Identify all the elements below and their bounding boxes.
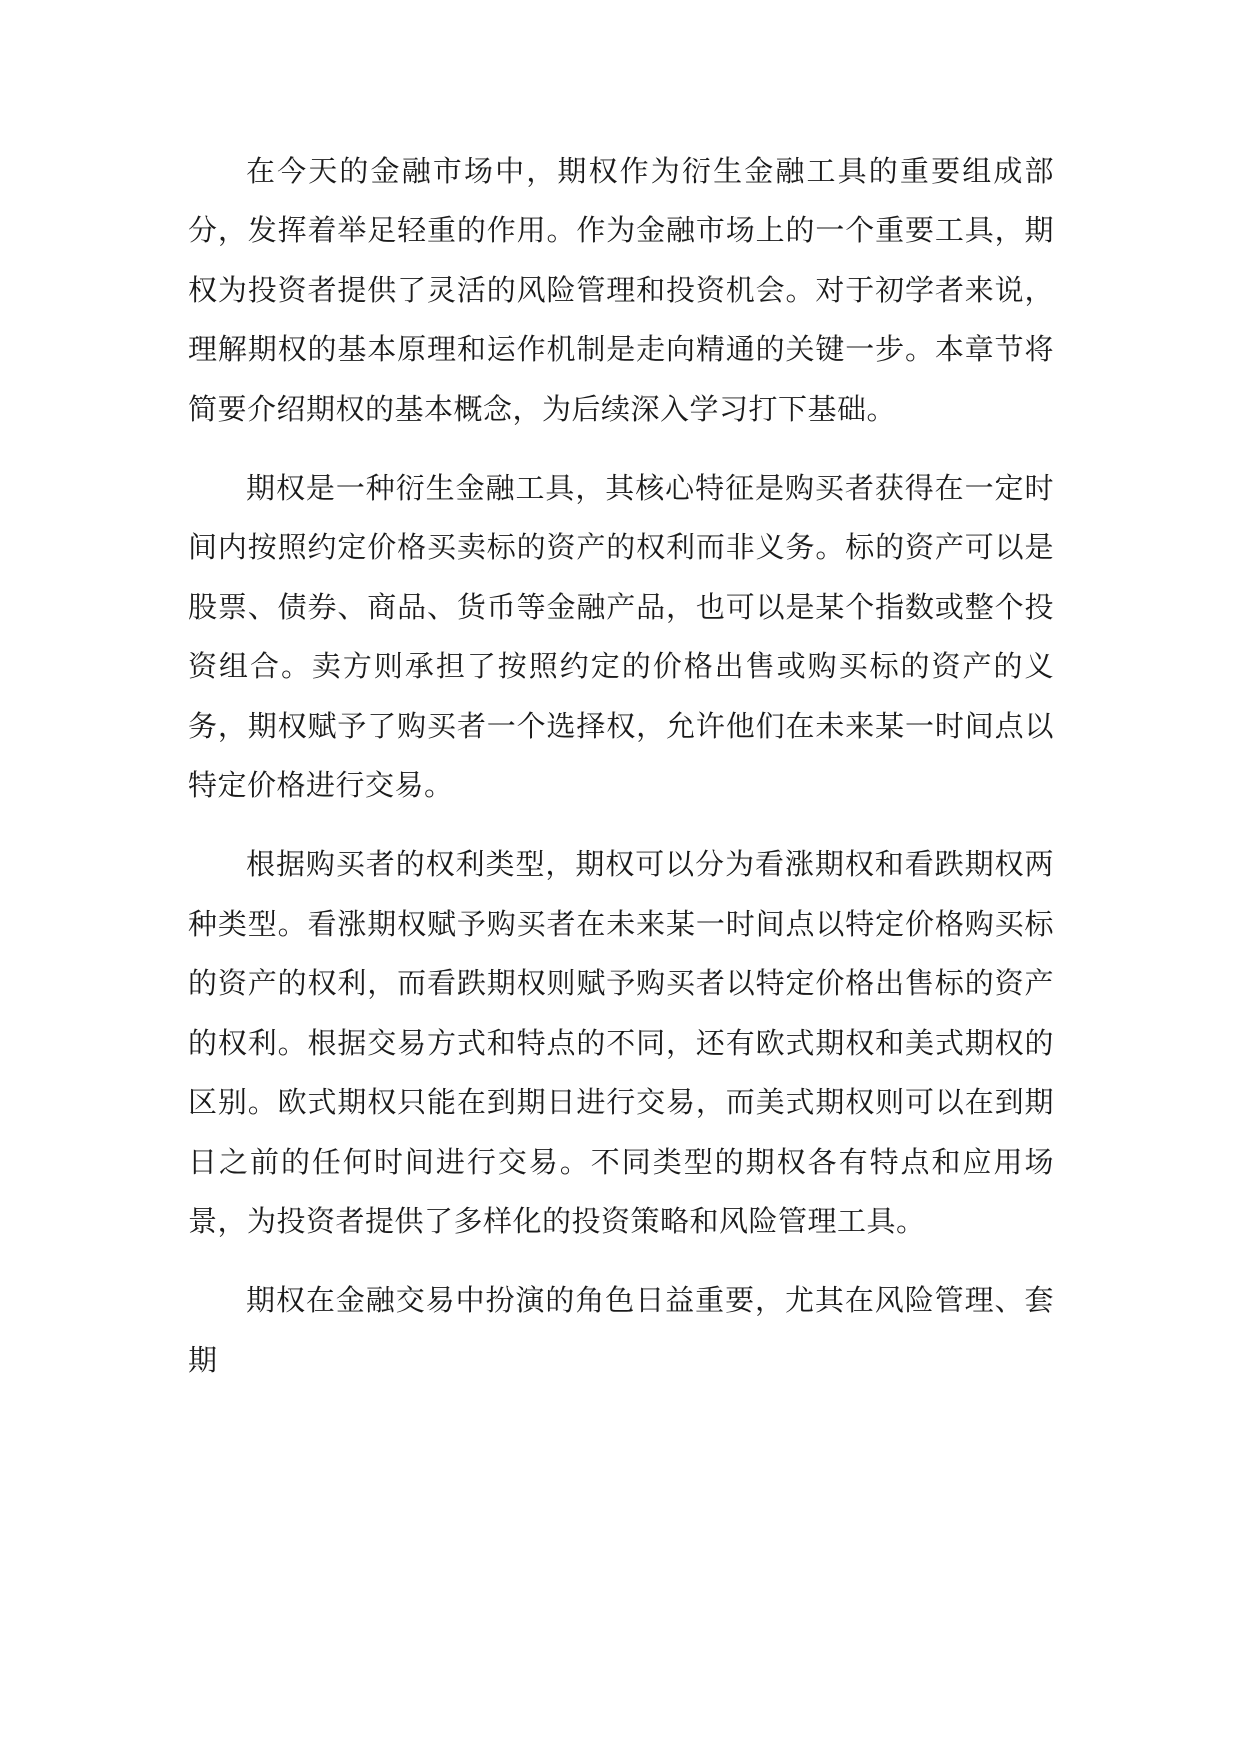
- paragraph-types: 根据购买者的权利类型，期权可以分为看涨期权和看跌期权两种类型。看涨期权赋予购买者在未来某一时间点以特定价格购买标的资产的权利，而看跌期权则赋予购买者以特定价格出售标的资产的权利。根据交易方式和特点的不同，还有欧式期权和美式期权的区别。欧式期权只能在到期日进行交易，而美式期权则可以在到期日之前的任何时间进行交易。不同类型的期权各有特点和应用场景，为投资者提供了多样化的投资策略和风险管理工具。: [188, 847, 1054, 1238]
- paragraph-intro: 在今天的金融市场中，期权作为衍生金融工具的重要组成部分，发挥着举足轻重的作用。作为金融市场上的一个重要工具，期权为投资者提供了灵活的风险管理和投资机会。对于初学者来说，理解期权的基本原理和运作机制是走向精通的关键一步。本章节将简要介绍期权的基本概念，为后续深入学习打下基础。: [188, 154, 1054, 426]
- paragraph-definition: 期权是一种衍生金融工具，其核心特征是购买者获得在一定时间内按照约定价格买卖标的资产的权利而非义务。标的资产可以是股票、债券、商品、货币等金融产品，也可以是某个指数或整个投资组合。卖方则承担了按照约定的价格出售或购买标的资产的义务，期权赋予了购买者一个选择权，允许他们在未来某一时间点以特定价格进行交易。: [188, 471, 1054, 803]
- paragraph-role: 期权在金融交易中扮演的角色日益重要，尤其在风险管理、套期: [188, 1283, 1054, 1377]
- document-body: [188, 142, 1054, 1410]
